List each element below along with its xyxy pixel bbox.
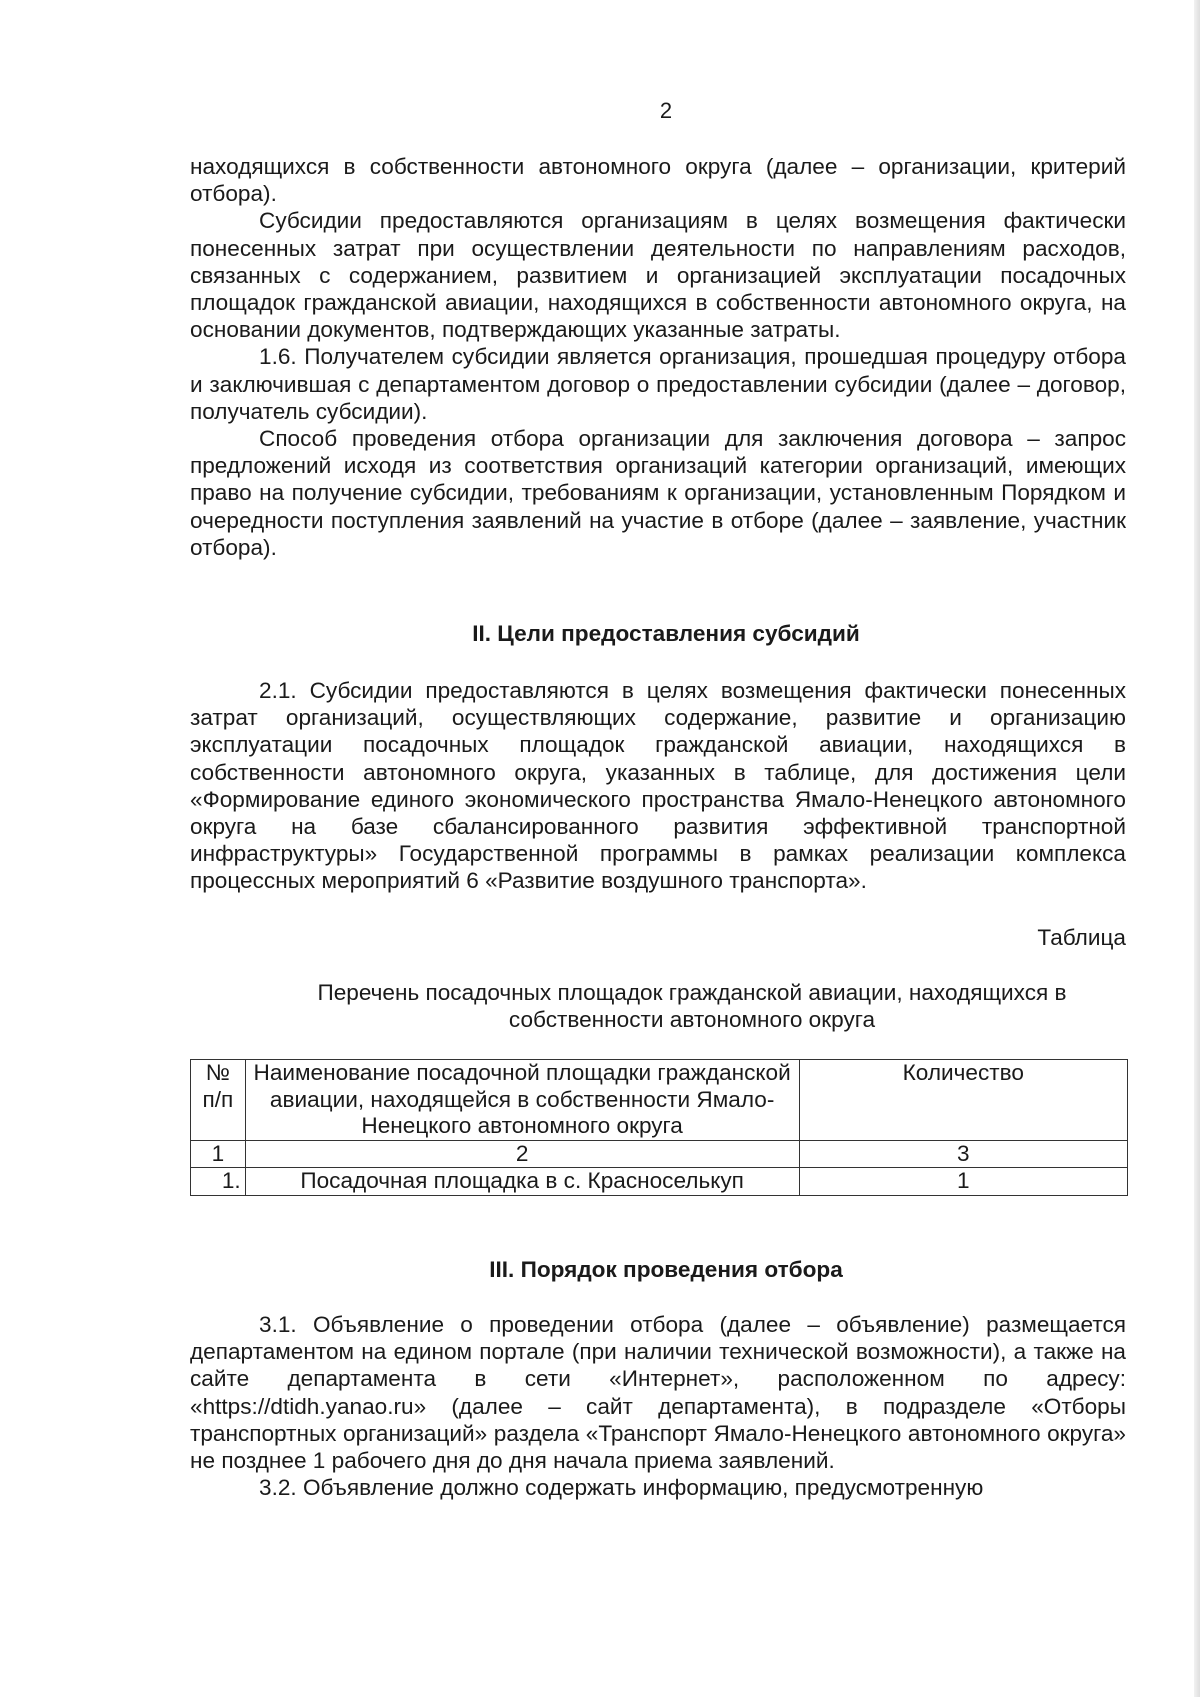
table-cell: 1.	[191, 1168, 246, 1196]
section-1-text	[190, 153, 1126, 561]
section-2-heading: II. Цели предоставления субсидий	[472, 621, 860, 646]
landing-sites-table	[190, 1059, 1128, 1196]
paragraph: Субсидии предоставляются организациям в целях возмещения фактически понесенных затрат при осуществлении деятельности по направлениям расходов, связанных с содержанием, развитием и организацией эксплуатации посадочных площадок гражданской авиации, находящихся в собственности автономного округа, на основании документов, подтверждающих указанные затраты.	[190, 208, 1126, 343]
section-3-heading: III. Порядок проведения отбора	[489, 1257, 843, 1282]
section-2-text	[190, 677, 1126, 895]
table-cell: 1	[799, 1168, 1127, 1196]
page-number: 2	[659, 98, 673, 123]
table-header-cell: Количество	[799, 1060, 1127, 1141]
table-row	[191, 1168, 1128, 1196]
table-header-row	[191, 1060, 1128, 1141]
paragraph: 3.1. Объявление о проведении отбора (далее – объявление) размещается департаментом на едином портале (при наличии технической возможности), а также на сайте департамента в сети «Интернет», расположенном по адресу: «https://dtidh.yanao.ru» (далее – сайт департамента), в подразделе «Отборы транспортных организаций» раздела «Транспорт Ямало-Ненецкого автономного округа» не позднее 1 рабочего дня до дня начала приема заявлений.	[190, 1312, 1126, 1474]
table-header-cell: Наименование посадочной площадки гражданской авиации, находящейся в собственности Ямало-Ненецкого автономного округа	[245, 1060, 799, 1141]
paragraph: 3.2. Объявление должно содержать информацию, предусмотренную	[259, 1475, 984, 1501]
table-cell: 1	[191, 1140, 246, 1168]
table-cell: 3	[799, 1140, 1127, 1168]
paragraph: находящихся в собственности автономного округа (далее – организации, критерий отбора).	[190, 154, 1126, 207]
section-3-text	[190, 1311, 1126, 1501]
paragraph: Способ проведения отбора организации для заключения договора – запрос предложений исходя из соответствия организаций категории организаций, имеющих право на получение субсидии, требованиям к организации, установленным Порядком и очередности поступления заявлений на участие в отборе (далее – заявление, участник отбора).	[190, 426, 1126, 560]
page-edge-shadow	[1194, 0, 1200, 1697]
paragraph: 1.6. Получателем субсидии является организация, прошедшая процедуру отбора и заключившая с департаментом договор о предоставлении субсидии (далее – договор, получатель субсидии).	[190, 344, 1126, 424]
table-cell: Посадочная площадка в с. Красноселькуп	[245, 1168, 799, 1196]
table-row	[191, 1140, 1128, 1168]
table-label: Таблица	[1037, 925, 1126, 950]
table-title: Перечень посадочных площадок гражданской авиации, находящихся в собственности автономного округа	[317, 980, 1067, 1032]
table-cell: 2	[245, 1140, 799, 1168]
paragraph: 2.1. Субсидии предоставляются в целях возмещения фактически понесенных затрат организаций, осуществляющих содержание, развитие и организацию эксплуатации посадочных площадок гражданской авиации, находящихся в собственности автономного округа, указанных в таблице, для достижения цели «Формирование единого экономического пространства Ямало-Ненецкого автономного округа на базе сбалансированного развития эффективной транспортной инфраструктуры» Государственной программы в рамках реализации комплекса процессных мероприятий 6 «Развитие воздушного транспорта».	[190, 678, 1126, 894]
table-header-cell: № п/п	[191, 1060, 246, 1141]
